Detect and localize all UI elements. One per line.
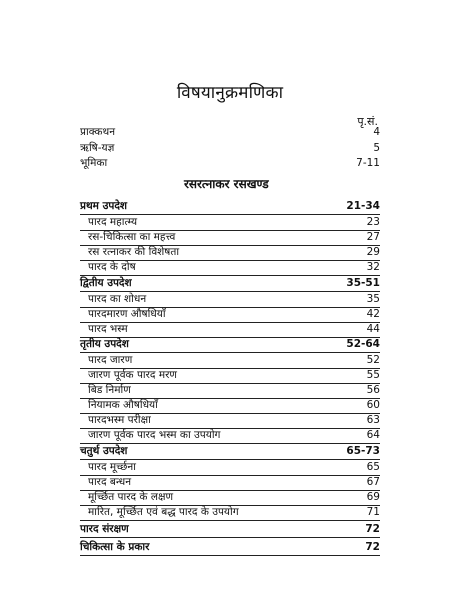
toc-entry-page: 71 xyxy=(366,506,380,518)
toc-row xyxy=(80,292,380,308)
toc-entry-label: जारण पूर्वक पारद मरण xyxy=(88,369,177,381)
toc-row xyxy=(80,337,380,353)
toc-entry-label: भूमिका xyxy=(80,157,108,169)
toc-entry-label: नियामक औषधियाँ xyxy=(88,399,158,411)
section-subtitle: रसरत्नाकर रसखण्ड xyxy=(184,177,269,191)
toc-entry-page: 44 xyxy=(366,323,380,335)
toc-row xyxy=(80,460,380,476)
toc-row xyxy=(80,383,380,399)
toc-entry-page: 32 xyxy=(366,261,380,273)
toc-entry-page: 56 xyxy=(366,384,380,396)
toc-entry-label: पारदमारण औषधियाँ xyxy=(88,308,166,320)
toc-entry-page: 55 xyxy=(366,369,380,381)
toc-entry-page: 35-51 xyxy=(346,277,380,289)
toc-row xyxy=(80,230,380,246)
toc-row xyxy=(80,475,380,491)
toc-section-heading: प्रथम उपदेश xyxy=(80,200,128,212)
toc-entry-page: 65-73 xyxy=(346,445,380,457)
toc-row xyxy=(80,540,380,556)
page-title: विषयानुक्रमणिका xyxy=(176,83,284,103)
toc-section-heading: पारद संरक्षण xyxy=(80,523,129,535)
toc-entry-page: 21-34 xyxy=(346,200,380,212)
toc-row xyxy=(80,490,380,506)
toc-row xyxy=(80,260,380,276)
toc-entry-page: 64 xyxy=(366,429,380,441)
toc-row xyxy=(80,276,380,292)
toc-entry-label: पारद मूर्च्छना xyxy=(88,461,136,473)
toc-entry-label: रस-चिकित्सा का महत्त्व xyxy=(88,231,176,243)
toc-entry-page: 72 xyxy=(365,523,380,535)
toc-entry-page: 27 xyxy=(366,231,380,243)
toc-entry-label: पारद के दोष xyxy=(88,261,136,273)
toc-row xyxy=(80,353,380,369)
toc-entry-page: 60 xyxy=(366,399,380,411)
toc-entry-page: 5 xyxy=(373,142,380,154)
toc-row xyxy=(80,368,380,384)
toc-entry-page: 52 xyxy=(366,354,380,366)
toc-entry-label: पारद का शोधन xyxy=(88,293,147,305)
toc-row xyxy=(80,322,380,338)
toc-entry-page: 35 xyxy=(366,293,380,305)
toc-entry-page: 67 xyxy=(366,476,380,488)
toc-row xyxy=(80,215,380,231)
toc-row xyxy=(80,141,380,156)
toc-section-heading: चिकित्सा के प्रकार xyxy=(80,541,150,553)
toc-entry-label: मूर्च्छित पारद के लक्षण xyxy=(88,491,174,503)
toc-section-heading: द्वितीय उपदेश xyxy=(80,277,132,289)
toc-entry-page: 69 xyxy=(366,491,380,503)
toc-entry-page: 29 xyxy=(366,246,380,258)
toc-row xyxy=(80,505,380,521)
toc-row xyxy=(80,307,380,323)
toc-entry-label: रस रत्नाकर की विशेषता xyxy=(88,246,180,258)
toc-row xyxy=(80,398,380,414)
toc-row xyxy=(80,522,380,538)
toc-entry-label: ऋषि-यज्ञ xyxy=(80,142,115,154)
toc-section-heading: चतुर्थ उपदेश xyxy=(80,445,128,457)
toc-entry-page: 4 xyxy=(373,126,380,138)
toc-row xyxy=(80,428,380,444)
toc-entry-label: पारद बन्धन xyxy=(88,476,132,488)
toc-entry-page: 72 xyxy=(365,541,380,553)
toc-entry-page: 23 xyxy=(366,216,380,228)
toc-row xyxy=(80,156,380,171)
toc-row xyxy=(80,444,380,460)
toc-row xyxy=(80,199,380,215)
toc-row xyxy=(80,125,380,140)
toc-entry-label: पारद महात्म्य xyxy=(88,216,138,228)
toc-row xyxy=(80,413,380,429)
toc-entry-label: प्राक्कथन xyxy=(80,126,116,138)
toc-row xyxy=(80,245,380,261)
toc-entry-page: 52-64 xyxy=(346,338,380,350)
toc-entry-page: 7-11 xyxy=(356,157,380,169)
toc-entry-page: 65 xyxy=(366,461,380,473)
toc-entry-label: मारित, मूर्च्छित एवं बद्ध पारद के उपयोग xyxy=(88,506,239,518)
toc-entry-page: 42 xyxy=(366,308,380,320)
toc-entry-label: पारद भस्म xyxy=(88,323,128,335)
toc-entry-label: पारदभस्म परीक्षा xyxy=(88,414,151,426)
toc-entry-label: जारण पूर्वक पारद भस्म का उपयोग xyxy=(88,429,221,441)
toc-entry-label: पारद जारण xyxy=(88,354,133,366)
toc-entry-page: 63 xyxy=(366,414,380,426)
page-number-column-heading: पृ.सं. xyxy=(357,115,378,128)
toc-section-heading: तृतीय उपदेश xyxy=(80,338,129,350)
toc-entry-label: बिड निर्माण xyxy=(88,384,131,396)
